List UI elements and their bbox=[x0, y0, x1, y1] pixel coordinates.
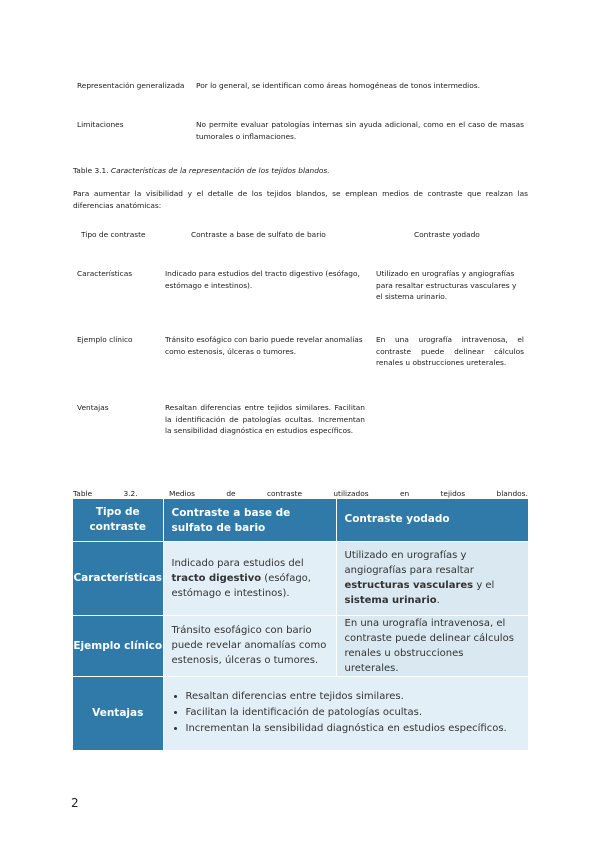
table-row bbox=[73, 615, 528, 676]
prev-row-label-limitaciones: Limitaciones bbox=[77, 120, 124, 129]
contrast-media-table bbox=[73, 499, 528, 750]
plain-cell-bario-ventajas: Resaltan diferencias entre tejidos similares. Facilitan la identificación de patologías ocultas. Incrementan la sensibilidad diagnóstica en estudios específicos. bbox=[165, 403, 365, 435]
cell-yodado-ejemplo: En una urografía intravenosa, el contraste puede delinear cálculos renales u obstrucciones ureterales. bbox=[336, 615, 528, 676]
caption-word: en bbox=[399, 489, 410, 498]
cell-text: Indicado para estudios del bbox=[171, 557, 304, 569]
plain-label-caracteristicas: Características bbox=[77, 269, 133, 278]
caption-word: Medios bbox=[168, 489, 195, 498]
caption-word: utilizados bbox=[333, 489, 369, 498]
caption-word: de bbox=[226, 489, 236, 498]
table-caption-3-1 bbox=[73, 165, 533, 177]
caption-word: blandos. bbox=[496, 489, 528, 498]
plain-header-bario: Contraste a base de sulfato de bario bbox=[191, 230, 326, 239]
row-label-ejemplo: Ejemplo clínico bbox=[73, 615, 163, 676]
cell-yodado-caracteristicas bbox=[336, 541, 528, 615]
table-header-row bbox=[73, 499, 528, 541]
intro-paragraph: Para aumentar la visibilidad y el detalle de los tejidos blandos, se emplean medios de contraste que realzan las diferencias anatómicas: bbox=[73, 189, 528, 210]
plain-cell-yodado-ejemplo: En una urografía intravenosa, el contraste puede delinear cálculos renales u obstrucciones ureterales. bbox=[376, 335, 524, 367]
caption-prefix: Table 3.1. bbox=[73, 166, 109, 175]
caption-word: tejidos bbox=[440, 489, 466, 498]
prev-row-text-representacion: Por lo general, se identifican como áreas homogéneas de tonos intermedios. bbox=[196, 81, 480, 90]
plain-header-yodado: Contraste yodado bbox=[414, 230, 480, 239]
ventajas-list bbox=[172, 689, 521, 737]
caption-word: contraste bbox=[266, 489, 302, 498]
header-yodado: Contraste yodado bbox=[336, 499, 528, 541]
caption-title: Características de la representación de los tejidos blandos. bbox=[110, 166, 330, 175]
cell-bold-text: tracto digestivo bbox=[171, 572, 262, 584]
plain-label-ejemplo: Ejemplo clínico bbox=[77, 335, 133, 344]
prev-row-text-limitaciones: No permite evaluar patologías internas sin ayuda adicional, como en el caso de masas tumorales o inflamaciones. bbox=[196, 120, 524, 141]
cell-bario-ejemplo: Tránsito esofágico con bario puede revelar anomalías como estenosis, úlceras o tumores. bbox=[163, 615, 336, 676]
cell-bold-text: estructuras vasculares bbox=[344, 580, 474, 591]
plain-label-ventajas: Ventajas bbox=[77, 403, 109, 412]
caption-word: Table bbox=[73, 489, 93, 498]
header-bario: Contraste a base de sulfato de bario bbox=[163, 499, 336, 541]
cell-text: . bbox=[436, 595, 440, 606]
header-tipo: Tipo de contraste bbox=[73, 499, 163, 541]
cell-text: Utilizado en urografías y angiografías para resaltar bbox=[344, 550, 474, 576]
caption-word: 3.2. bbox=[123, 489, 138, 498]
cell-bold-text: sistema urinario bbox=[344, 595, 437, 606]
list-item: • Incrementan la sensibilidad diagnóstica en estudios específicos. bbox=[186, 721, 521, 737]
cell-text: (esófago, estómago e intestinos). bbox=[171, 572, 311, 599]
plain-cell-bario-ejemplo: Tránsito esofágico con bario puede revelar anomalías como estenosis, úlceras o tumores. bbox=[165, 335, 363, 356]
plain-cell-yodado-caracteristicas: Utilizado en urografías y angiografías para resaltar estructuras vasculares y el sistema urinario. bbox=[376, 269, 517, 301]
cell-bario-caracteristicas bbox=[163, 541, 336, 615]
list-item: • Resaltan diferencias entre tejidos similares. bbox=[186, 689, 521, 705]
cell-ventajas bbox=[163, 676, 528, 750]
row-label-caracteristicas: Características bbox=[73, 541, 163, 615]
plain-header-tipo: Tipo de contraste bbox=[81, 230, 146, 239]
table-caption-3-2 bbox=[73, 488, 528, 500]
plain-cell-bario-caracteristicas: Indicado para estudios del tracto digestivo (esófago, estómago e intestinos). bbox=[165, 269, 360, 290]
table-row bbox=[73, 541, 528, 615]
row-label-ventajas: Ventajas bbox=[73, 676, 163, 750]
prev-row-label-representacion: Representación generalizada bbox=[77, 81, 185, 90]
cell-text: y el bbox=[476, 580, 495, 591]
page-number: 2 bbox=[71, 796, 79, 810]
list-item: • Facilitan la identificación de patologías ocultas. bbox=[186, 705, 521, 721]
table-row bbox=[73, 676, 528, 750]
